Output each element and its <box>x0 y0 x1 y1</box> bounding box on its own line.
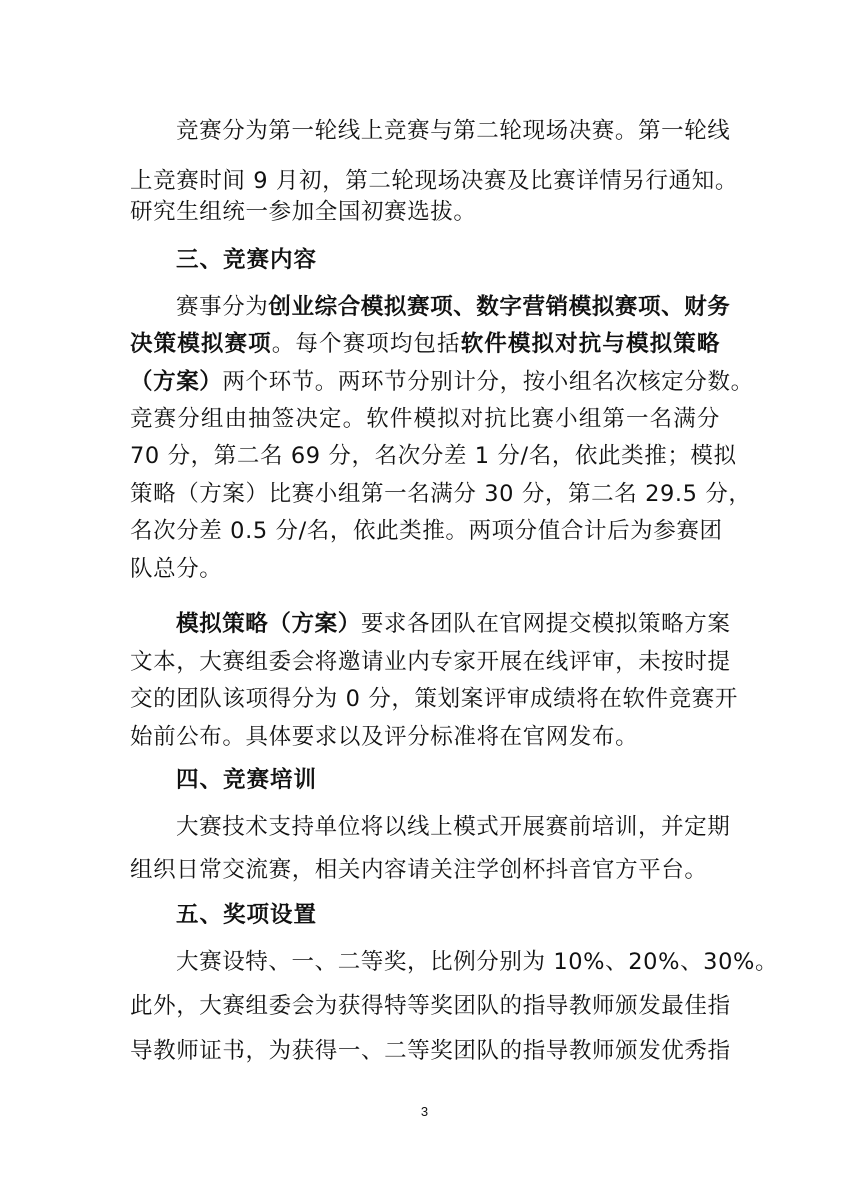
paragraph-2-line-3 <box>130 367 754 397</box>
paragraph-3-line-1 <box>176 609 731 639</box>
paragraph-2-line-6: 策略（方案）比赛小组第一名满分 30 分，第二名 29.5 分， <box>130 481 752 507</box>
paragraph-2-line-8: 队总分。 <box>130 556 223 582</box>
bold-segment: 模拟策略（方案） <box>176 611 361 637</box>
paragraph-3-line-4: 始前公布。具体要求以及评分标准将在官网发布。 <box>130 724 639 750</box>
paragraph-1-line-3: 研究生组统一参加全国初赛选拔。 <box>130 199 477 225</box>
text-segment: 赛事分为 <box>176 294 269 320</box>
text-segment: 要求各团队在官网提交模拟策略方案 <box>360 611 731 637</box>
paragraph-2-line-1 <box>176 292 731 322</box>
section-heading-awards: 五、奖项设置 <box>176 902 318 928</box>
page-number: 3 <box>420 1104 429 1119</box>
bold-segment: 创业综合模拟赛项、数字营销模拟赛项、财务 <box>268 294 731 320</box>
text-segment: 。每个赛项均包括 <box>271 331 461 357</box>
paragraph-2-line-2 <box>130 329 720 359</box>
bold-segment: （方案） <box>130 369 223 395</box>
section-heading-content: 三、竞赛内容 <box>176 247 318 273</box>
paragraph-5-line-3: 导教师证书，为获得一、二等奖团队的指导教师颁发优秀指 <box>130 1038 731 1064</box>
paragraph-1-line-1: 竞赛分为第一轮线上竞赛与第二轮现场决赛。第一轮线 <box>176 118 731 144</box>
paragraph-4-line-1: 大赛技术支持单位将以线上模式开展赛前培训，并定期 <box>176 814 731 840</box>
paragraph-4-line-2: 组织日常交流赛，相关内容请关注学创杯抖音官方平台。 <box>130 857 708 883</box>
paragraph-2-line-4: 竞赛分组由抽签决定。软件模拟对抗比赛小组第一名满分 <box>130 406 720 432</box>
bold-segment: 决策模拟赛项 <box>130 331 272 357</box>
section-heading-training: 四、竞赛培训 <box>176 767 318 793</box>
paragraph-3-line-2: 文本，大赛组委会将邀请业内专家开展在线评审，未按时提 <box>130 649 731 675</box>
bold-segment: 软件模拟对抗与模拟策略 <box>460 331 720 357</box>
paragraph-5-line-2: 此外，大赛组委会为获得特等奖团队的指导教师颁发最佳指 <box>130 993 731 1019</box>
text-segment: 两个环节。两环节分别计分，按小组名次核定分数。 <box>222 369 754 395</box>
paragraph-2-line-7: 名次分差 0.5 分/名，依此类推。两项分值合计后为参赛团 <box>130 518 723 544</box>
paragraph-2-line-5: 70 分，第二名 69 分，名次分差 1 分/名，依此类推；模拟 <box>130 443 737 469</box>
paragraph-3-line-3: 交的团队该项得分为 0 分，策划案评审成绩将在软件竞赛开 <box>130 686 738 712</box>
paragraph-1-line-2: 上竞赛时间 9 月初，第二轮现场决赛及比赛详情另行通知。 <box>130 168 738 194</box>
paragraph-5-line-1: 大赛设特、一、二等奖，比例分别为 10%、20%、30%。 <box>176 949 779 975</box>
